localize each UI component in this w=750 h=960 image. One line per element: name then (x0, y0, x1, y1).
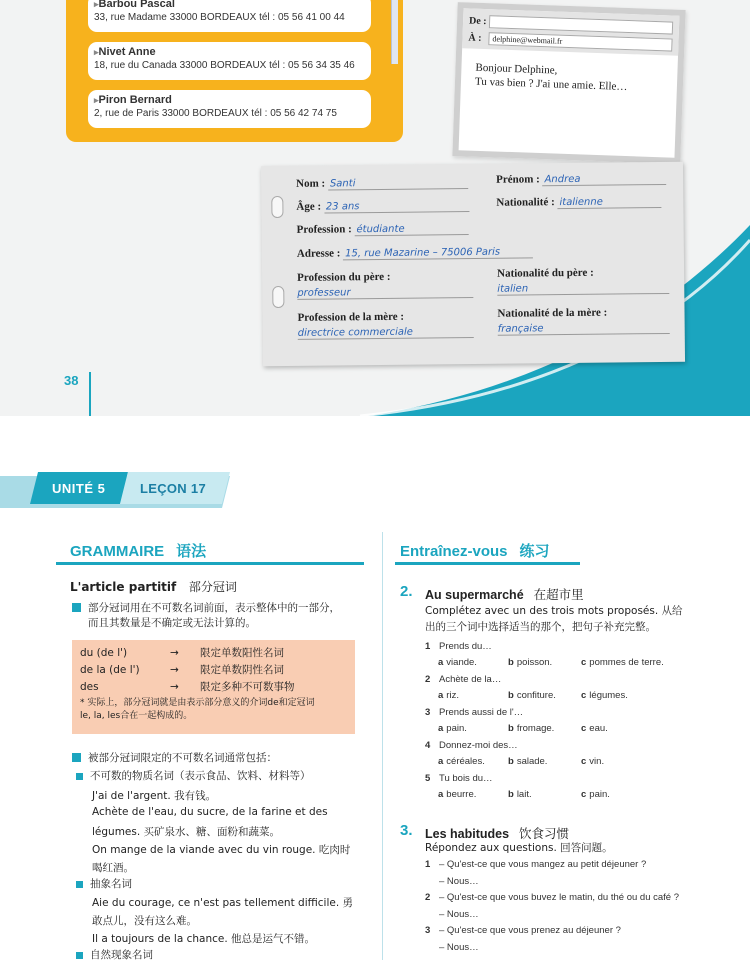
field-nom (296, 176, 468, 191)
option-b[interactable]: b lait. (508, 789, 532, 800)
field-value: Santi (328, 177, 468, 190)
note-line: * 实际上，部分冠词就是由表示部分意义的介词de和定冠词 (80, 698, 315, 708)
label-profession-mere: Profession de la mère : (297, 310, 405, 324)
exercises-title: Entraînez-vous (400, 543, 508, 560)
grammar-heading (70, 540, 206, 561)
field-label: Profession : (296, 223, 352, 236)
field-label: Adresse : (296, 247, 341, 260)
value-nationalite-mere: française (498, 322, 670, 336)
option-b[interactable]: b fromage. (508, 723, 555, 734)
email-body-line: Tu vas bien ? J'ai une amie. Elle… (474, 75, 628, 94)
answer-prompt[interactable]: – Nous… (439, 876, 479, 887)
table-note (80, 697, 347, 723)
contact-entry[interactable] (88, 42, 371, 80)
exercise-title-cn: 饮食习惯 (519, 827, 570, 841)
contact-address: 33, rue Madame 33000 BORDEAUX tél : 05 56 41 00 44 (94, 12, 345, 23)
option-c[interactable]: c vin. (581, 756, 605, 767)
field-value: Andrea (543, 173, 667, 186)
category-label: 自然现象名词 (90, 949, 153, 960)
value-profession-mere: directrice commerciale (298, 326, 474, 340)
exercise-instruction: Répondez aux questions. 回答问题。 (425, 842, 613, 854)
partitive-subtitle (70, 580, 237, 595)
exercise-title (425, 585, 584, 603)
question: 1 – Qu'est-ce que vous mangez au petit déjeuner ? (425, 859, 647, 870)
meaning-cell: 限定单数阳性名词 (200, 647, 284, 659)
field-adresse (297, 245, 533, 260)
example-line: Il a toujours de la chance. 他总是运气不错。 (92, 933, 316, 945)
bullet-square-small (76, 952, 83, 959)
label-profession-pere: Profession du père : (297, 270, 391, 284)
intro-line: 部分冠词用在不可数名词前面，表示整体中的一部分， (88, 602, 340, 614)
value-profession-pere: professeur (297, 286, 473, 300)
email-to-label: À : (468, 32, 482, 44)
category-label: 不可数的物质名词（表示食品、饮料、材料等） (90, 770, 311, 782)
option-a[interactable]: a céréales. (438, 756, 485, 767)
field-value: étudiante (354, 223, 468, 236)
field-nationalite (496, 195, 661, 210)
option-c[interactable]: c pain. (581, 789, 610, 800)
punch-hole (272, 286, 284, 308)
field-value: italienne (557, 196, 661, 209)
field-label: Prénom : (496, 173, 540, 186)
usage-intro-text: 被部分冠词限定的不可数名词通常包括： (88, 752, 277, 764)
option-b[interactable]: b salade. (508, 756, 548, 767)
exercises-heading-rule (395, 562, 580, 565)
page-number: 38 (64, 373, 79, 388)
option-a[interactable]: a riz. (438, 690, 459, 701)
illustration-area (0, 0, 750, 430)
table-row (80, 662, 347, 679)
question: 4 Donnez-moi des… (425, 740, 518, 751)
example-line: 敢点儿，没有这么难。 (92, 915, 197, 927)
option-c[interactable]: c eau. (581, 723, 608, 734)
bullet-square (72, 753, 81, 762)
intro-paragraph (72, 601, 340, 631)
example-line: On mange de la viande avec du vin rouge. 吃肉时 (92, 844, 351, 856)
exercise-title-cn: 在超市里 (533, 588, 584, 602)
exercises-title-cn: 练习 (519, 543, 550, 560)
field-label: Nationalité : (496, 196, 555, 209)
bullet-square-small (76, 881, 83, 888)
field-label: Âge : (296, 200, 322, 213)
arrow-cell: → (170, 664, 179, 676)
option-a[interactable]: a beurre. (438, 789, 477, 800)
field-prenom (496, 172, 667, 187)
category-abstract (76, 877, 132, 892)
example-line: légumes. 买矿泉水、糖、面粉和蔬菜。 (92, 826, 281, 838)
exercise-instruction (425, 603, 683, 635)
contact-entry[interactable] (88, 0, 371, 32)
example-line: Aie du courage, ce n'est pas tellement difficile. 勇 (92, 897, 354, 909)
identity-card (261, 162, 685, 366)
subtitle-cn: 部分冠词 (188, 580, 237, 594)
lesson-label: LEÇON 17 (140, 481, 206, 496)
exercise-number: 2. (400, 583, 413, 600)
bullet-square (72, 603, 81, 612)
field-value: 23 ans (324, 200, 469, 214)
answer-prompt[interactable]: – Nous… (439, 942, 479, 953)
table-row (80, 679, 347, 696)
address-book-scrollbar[interactable] (391, 0, 398, 64)
partitive-table (72, 640, 355, 734)
contact-name: ▸ Piron Bernard (94, 94, 365, 106)
instruction-line: Complétez avec un des trois mots proposés. 从给 (425, 605, 683, 617)
option-a[interactable]: a viande. (438, 657, 477, 668)
exercise-number: 3. (400, 822, 413, 839)
punch-hole (271, 196, 283, 218)
field-value: 15, rue Mazarine – 75006 Paris (343, 246, 533, 260)
email-body-line: Bonjour Delphine, (475, 61, 558, 77)
contact-name: ▸ Barbou Pascal (94, 0, 365, 10)
meaning-cell: 限定多种不可数事物 (200, 681, 295, 693)
contact-entry[interactable] (88, 90, 371, 128)
question: 2 Achète de la… (425, 674, 502, 685)
category-label: 抽象名词 (90, 878, 132, 890)
article-cell: du (de l') (80, 647, 128, 659)
page-number-bar (89, 372, 91, 416)
unit-label: UNITÉ 5 (52, 481, 106, 496)
label-nationalite-pere: Nationalité du père : (497, 266, 594, 280)
field-age (296, 199, 469, 214)
label-nationalite-mere: Nationalité de la mère : (497, 306, 608, 320)
option-c[interactable]: c pommes de terre. (581, 657, 664, 668)
arrow-cell: → (170, 647, 179, 659)
article-cell: des (80, 681, 99, 693)
email-card (452, 2, 685, 164)
answer-prompt[interactable]: – Nous… (439, 909, 479, 920)
example-line: Achète de l'eau, du sucre, de la farine et des (92, 806, 328, 818)
email-from-label: De : (468, 15, 487, 28)
option-c[interactable]: c légumes. (581, 690, 628, 701)
field-label: Nom : (296, 177, 326, 190)
value-nationalite-pere: italien (497, 282, 669, 296)
arrow-cell: → (170, 681, 179, 693)
option-a[interactable]: a pain. (438, 723, 467, 734)
instruction-line: 出的三个词中选择适当的那个，把句子补充完整。 (425, 621, 656, 633)
subtitle-fr: L'article partitif (70, 580, 177, 594)
grammar-title: GRAMMAIRE (70, 543, 165, 560)
category-material (76, 769, 311, 784)
question: 2 – Qu'est-ce que vous buvez le matin, du thé ou du café ? (425, 892, 679, 903)
exercises-heading (400, 540, 550, 561)
exercise-title-fr: Au supermarché (425, 588, 524, 602)
table-row (80, 645, 347, 662)
exercise-title-fr: Les habitudes (425, 827, 510, 841)
usage-intro (72, 751, 277, 766)
category-nature (76, 948, 153, 960)
column-divider (382, 532, 383, 960)
contact-address: 18, rue du Canada 33000 BORDEAUX tél : 05 56 34 35 46 (94, 60, 355, 71)
contact-name: ▸ Nivet Anne (94, 46, 365, 58)
note-line: le, la, les合在一起构成的。 (80, 711, 193, 721)
question: 3 Prends aussi de l'… (425, 707, 524, 718)
intro-line: 而且其数量是不确定或无法计算的。 (88, 617, 256, 629)
contact-address: 2, rue de Paris 33000 BORDEAUX tél : 05 56 42 74 75 (94, 108, 337, 119)
bullet-square-small (76, 773, 83, 780)
meaning-cell: 限定单数阴性名词 (200, 664, 284, 676)
grammar-heading-rule (56, 562, 364, 565)
question: 3 – Qu'est-ce que vous prenez au déjeuner ? (425, 925, 621, 936)
field-profession (297, 222, 469, 237)
email-to-field[interactable]: delphine@webmail.fr (488, 32, 672, 51)
option-b[interactable]: b confiture. (508, 690, 556, 701)
option-b[interactable]: b poisson. (508, 657, 553, 668)
question: 1 Prends du… (425, 641, 492, 652)
email-body (460, 48, 678, 108)
example-line: 喝红酒。 (92, 862, 134, 874)
article-cell: de la (de l') (80, 664, 140, 676)
question: 5 Tu bois du… (425, 773, 493, 784)
example-line: J'ai de l'argent. 我有钱。 (92, 790, 217, 802)
grammar-title-cn: 语法 (176, 543, 207, 560)
